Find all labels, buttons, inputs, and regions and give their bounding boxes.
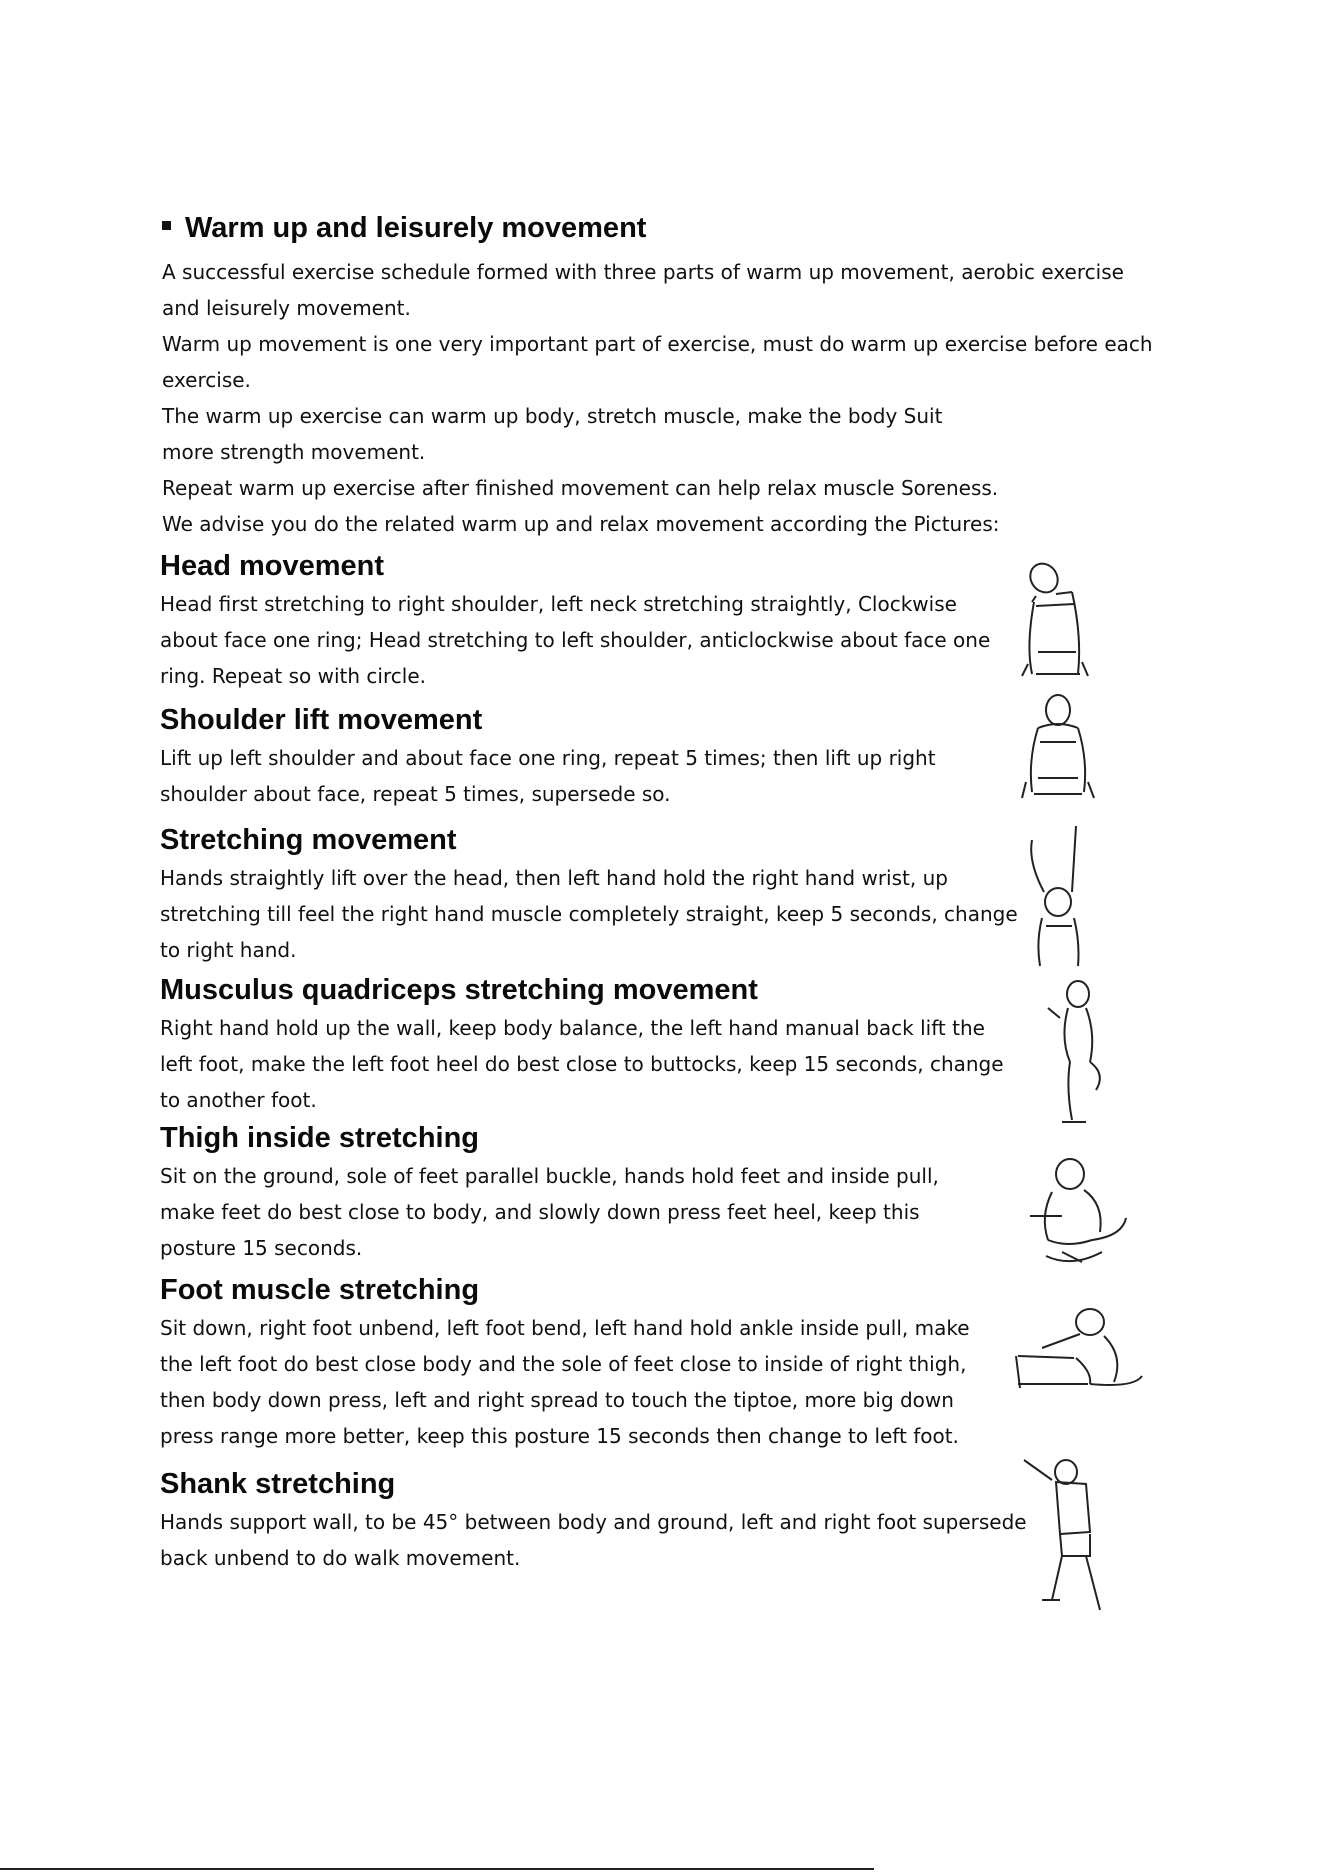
footer-divider — [0, 1868, 874, 1870]
thigh-inside-stretch-figure-icon — [1022, 1156, 1132, 1272]
head-movement-figure-icon — [1016, 556, 1102, 684]
section-title: Thigh inside stretching — [160, 1122, 480, 1154]
section-text: Head first stretching to right shoulder, left neck stretching straightly, Clockwise about face one ring; Head stretching to left shoulder, anticlockwise about face one ring. Repeat so with circle. — [160, 592, 991, 688]
intro-paragraph: Warm up movement is one very important part of exercise, must do warm up exercise before each exercise. — [162, 332, 1153, 392]
section-title: Shank stretching — [160, 1468, 396, 1500]
intro-paragraph: Repeat warm up exercise after finished movement can help relax muscle Soreness. — [162, 476, 999, 500]
shoulder-lift-figure-icon — [1016, 690, 1102, 806]
section-head-movement — [160, 548, 1030, 694]
foot-muscle-stretch-figure-icon — [1014, 1306, 1146, 1406]
section-text: Sit on the ground, sole of feet parallel buckle, hands hold feet and inside pull, make feet do best close to body, and slowly down press feet heel, keep this posture 15 seconds. — [160, 1164, 939, 1260]
shank-stretch-figure-icon — [1016, 1452, 1112, 1616]
page-title: Warm up and leisurely movement — [162, 212, 646, 245]
section-title: Shoulder lift movement — [160, 704, 483, 736]
section-text: Hands support wall, to be 45° between body and ground, left and right foot supersede back unbend to do walk movement. — [160, 1510, 1027, 1570]
intro-text — [162, 254, 1162, 542]
section-text: Right hand hold up the wall, keep body balance, the left hand manual back lift the left foot, make the left foot heel do best close to buttocks, keep 15 seconds, change to another foot. — [160, 1016, 1004, 1112]
section-shank — [160, 1466, 1040, 1576]
section-foot-muscle — [160, 1272, 1020, 1454]
intro-paragraph: A successful exercise schedule formed with three parts of warm up movement, aerobic exercise and leisurely movement. — [162, 260, 1124, 320]
stretching-figure-icon — [1018, 822, 1100, 968]
section-shoulder-lift — [160, 702, 1020, 812]
section-title: Stretching movement — [160, 824, 457, 856]
section-title: Musculus quadriceps stretching movement — [160, 974, 758, 1006]
bullet-square-icon — [162, 221, 171, 230]
section-title: Foot muscle stretching — [160, 1274, 480, 1306]
section-text: Hands straightly lift over the head, then left hand hold the right hand wrist, up stretching till feel the right hand muscle completely straight, keep 5 seconds, change to right hand. — [160, 866, 1018, 962]
intro-paragraph: The warm up exercise can warm up body, stretch muscle, make the body Suit more strength movement. — [162, 404, 943, 464]
intro-paragraph: We advise you do the related warm up and relax movement according the Pictures: — [162, 512, 1000, 536]
section-title: Head movement — [160, 550, 385, 582]
section-quadriceps — [160, 972, 1030, 1118]
section-text: Lift up left shoulder and about face one ring, repeat 5 times; then lift up right shoulder about face, repeat 5 times, supersede so. — [160, 746, 936, 806]
quadriceps-stretch-figure-icon — [1040, 978, 1112, 1128]
section-stretching — [160, 822, 1020, 968]
section-text: Sit down, right foot unbend, left foot bend, left hand hold ankle inside pull, make the left foot do best close body and the sole of feet close to inside of right thigh, then body down press, left and right spread to touch the tiptoe, more big down press range more better, keep this posture 15 seconds then change to left foot. — [160, 1316, 970, 1448]
section-thigh-inside — [160, 1120, 1020, 1266]
